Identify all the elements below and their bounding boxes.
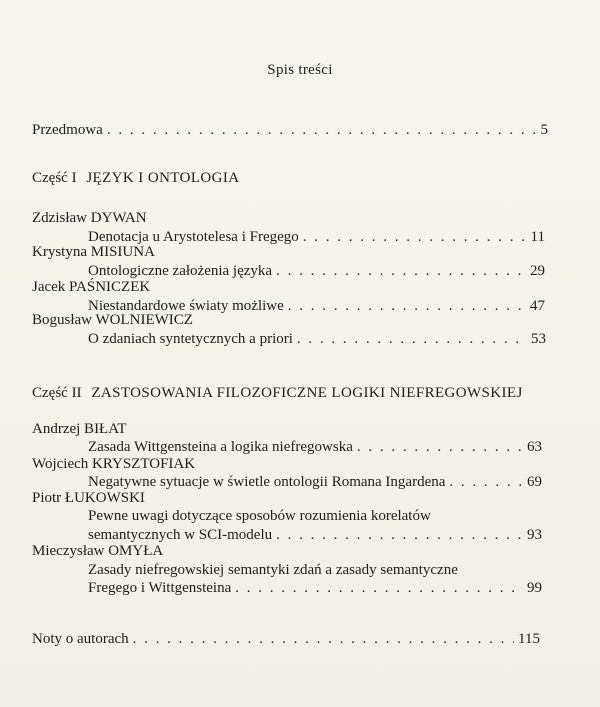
- author-name: Bogusław WOLNIEWICZ: [32, 312, 193, 328]
- page-number: 11: [530, 229, 545, 245]
- author-name: Krystyna MISIUNA: [32, 244, 155, 260]
- page-title: Spis treści: [267, 62, 333, 78]
- page-number: 115: [518, 631, 540, 647]
- entry-title-line: Pewne uwagi dotyczące sposobów rozumienia korelatów: [88, 508, 431, 524]
- entry-title: Denotacja u Arystotelesa i Fregego: [88, 229, 299, 245]
- entry-title: Przedmowa: [32, 122, 103, 138]
- entry-title: Negatywne sytuacje w świetle ontologii Romana Ingardena: [88, 474, 446, 490]
- part-heading-2: [32, 385, 523, 402]
- leader-dots: [133, 631, 514, 648]
- entry-title: Ontologiczne założenia języka: [88, 263, 273, 279]
- part-label: Część I: [32, 170, 77, 186]
- toc-entry: [88, 331, 546, 348]
- page-number: 99: [527, 580, 542, 596]
- part-title: JĘZYK I ONTOLOGIA: [86, 170, 240, 186]
- toc-entry-notes: [32, 631, 540, 648]
- toc-entry: [88, 229, 545, 246]
- part-label: Część II: [32, 385, 82, 401]
- toc-entry: [88, 263, 545, 280]
- toc-entry: [88, 580, 542, 597]
- author-name: Piotr ŁUKOWSKI: [32, 490, 145, 506]
- page-number: 47: [530, 298, 545, 314]
- page-number: 5: [540, 122, 548, 138]
- page-number: 29: [530, 263, 545, 279]
- toc-entry: [88, 474, 542, 491]
- author-name: Jacek PAŚNICZEK: [32, 279, 151, 295]
- leader-dots: [107, 122, 537, 139]
- page-number: 93: [527, 527, 542, 543]
- entry-title: Noty o autorach: [32, 631, 129, 647]
- leader-dots: [449, 474, 523, 491]
- leader-dots: [276, 527, 523, 544]
- page-number: 63: [527, 439, 542, 455]
- leader-dots: [357, 439, 523, 456]
- leader-dots: [276, 263, 526, 280]
- entry-title-line: Zasady niefregowskiej semantyki zdań a zasady semantyczne: [88, 562, 458, 578]
- author-name: Mieczysław OMYŁA: [32, 543, 164, 559]
- toc-entry: [88, 527, 542, 544]
- leader-dots: [235, 580, 523, 597]
- entry-title: semantycznych w SCI-modelu: [88, 527, 273, 543]
- entry-title: Fregego i Wittgensteina: [88, 580, 232, 596]
- part-title: ZASTOSOWANIA FILOZOFICZNE LOGIKI NIEFREGOWSKIEJ: [91, 385, 523, 401]
- part-heading-1: [32, 170, 239, 187]
- leader-dots: [303, 229, 527, 246]
- leader-dots: [288, 298, 526, 315]
- entry-title: Zasada Wittgensteina a logika niefregowska: [88, 439, 353, 455]
- page-number: 53: [531, 331, 546, 347]
- leader-dots: [297, 331, 527, 348]
- page-number: 69: [527, 474, 542, 490]
- author-name: Wojciech KRYSZTOFIAK: [32, 456, 196, 472]
- toc-entry-preface: [32, 122, 548, 139]
- entry-title: Niestandardowe światy możliwe: [88, 298, 284, 314]
- author-name: Andrzej BIŁAT: [32, 421, 127, 437]
- toc-entry: [88, 439, 542, 456]
- author-name: Zdzisław DYWAN: [32, 210, 147, 226]
- entry-title: O zdaniach syntetycznych a priori: [88, 331, 293, 347]
